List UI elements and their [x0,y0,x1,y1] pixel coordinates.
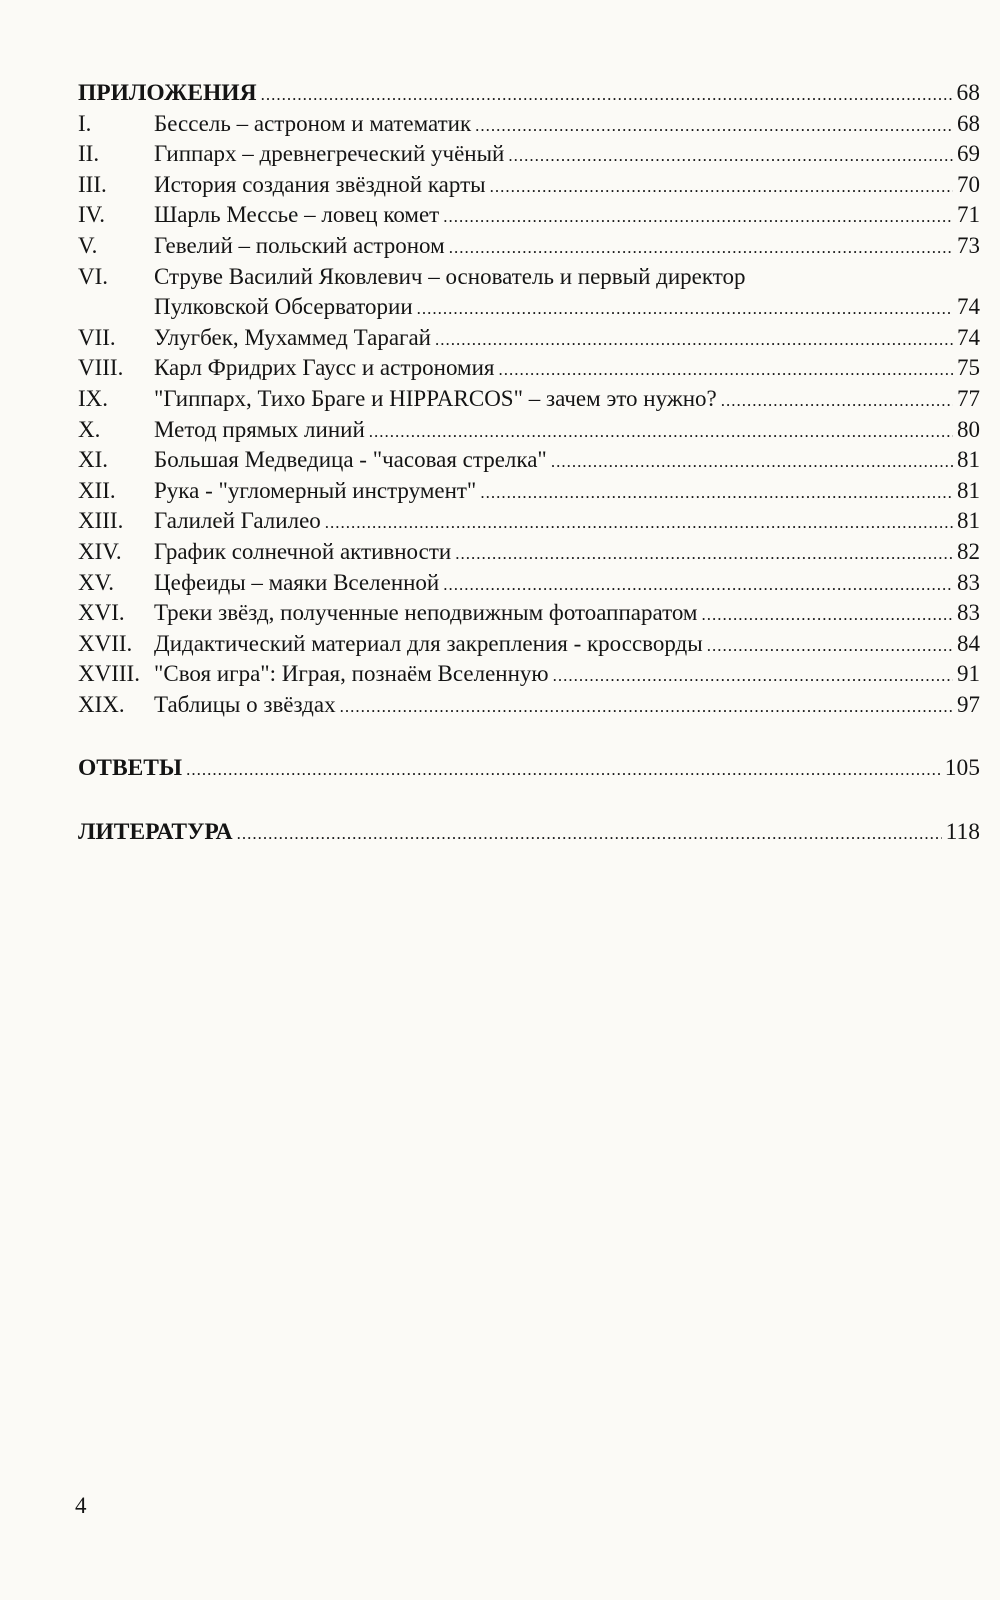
table-of-contents [78,78,980,848]
page-number: 74 [957,324,980,350]
section-title: ЛИТЕРАТУРА [78,819,233,846]
dot-leader [480,476,953,509]
item-number: III. [78,171,107,197]
toc-item [78,445,980,476]
page-number: 83 [957,600,980,626]
dot-leader [325,506,953,539]
page-number: 70 [957,171,980,197]
page-number: 71 [957,202,980,228]
toc-item [78,415,980,446]
page-number: 69 [957,141,980,167]
item-title: Метод прямых линий [154,416,365,442]
item-title: Гевелий – польский астроном [154,232,445,258]
spacer [78,784,980,817]
toc-item [78,537,980,568]
toc-item [78,598,980,629]
item-number: XIX. [78,691,125,717]
page-number: 81 [957,447,980,473]
toc-item [78,200,980,231]
page-number: 80 [957,416,980,442]
item-title: Бессель – астроном и математик [154,110,472,136]
item-number: VI. [78,263,109,289]
item-title: Треки звёзд, полученные неподвижным фотоаппаратом [154,600,698,626]
dot-leader [417,292,953,325]
page-number: 81 [957,477,980,503]
item-title: Цефеиды – маяки Вселенной [154,569,440,595]
item-number: XII. [78,477,116,503]
page-number: 97 [957,691,980,717]
page-number: 74 [957,294,980,320]
toc-item [78,476,980,507]
dot-leader [707,629,953,662]
page-number: 83 [957,569,980,595]
item-number: V. [78,232,98,258]
dot-leader [261,78,953,111]
item-title: Карл Фридрих Гаусс и астрономия [154,355,495,381]
dot-leader [455,537,953,570]
item-number: XV. [78,569,115,595]
item-title: Шарль Мессье – ловец комет [154,202,440,228]
dot-leader [498,353,953,386]
dot-leader [701,598,953,631]
item-title: История создания звёздной карты [154,171,486,197]
dot-leader [508,139,953,172]
item-title: "Гиппарх, Тихо Браге и HIPPARCOS" – зачем это нужно? [154,385,717,411]
item-number: IV. [78,202,106,228]
item-title: Таблицы о звёздах [154,691,336,717]
dot-leader [551,445,953,478]
toc-item [78,659,980,690]
item-title: Рука - "угломерный инструмент" [154,477,477,503]
item-title: График солнечной активности [154,538,452,564]
page-number: 73 [957,232,980,258]
item-title-line1: Струве Василий Яковлевич – основатель и первый директор [154,263,746,289]
page-number: 68 [957,110,980,136]
toc-item [78,262,980,293]
page-number: 91 [957,661,980,687]
dot-leader [369,415,953,448]
page-number: 118 [945,819,980,846]
toc-section-answers [78,753,980,784]
dot-leader [443,200,953,233]
item-number: XVII. [78,630,133,656]
item-number: XIV. [78,538,122,564]
toc-item [78,109,980,140]
toc-item [78,568,980,599]
dot-leader [553,659,953,692]
toc-item [78,506,980,537]
toc-item-continuation [78,292,980,323]
item-number: VIII. [78,355,124,381]
toc-item [78,323,980,354]
toc-item [78,384,980,415]
section-title: ПРИЛОЖЕНИЯ [78,80,257,106]
item-title: Дидактический материал для закрепления - кроссворды [154,630,703,656]
dot-leader [435,323,953,356]
dot-leader [475,109,953,142]
toc-item [78,629,980,660]
page-number: 81 [957,508,980,534]
toc-item [78,353,980,384]
item-number: X. [78,416,101,442]
spacer [78,720,980,753]
dot-leader [490,170,953,203]
toc-item [78,231,980,262]
item-title: "Своя игра": Играя, познаём Вселенную [154,661,549,687]
page-folio-number: 4 [75,1493,87,1518]
item-number: II. [78,141,100,167]
dot-leader [449,231,953,264]
item-number: XVIII. [78,661,140,687]
toc-item [78,139,980,170]
toc-item [78,690,980,721]
dot-leader [237,817,942,850]
page-number: 84 [957,630,980,656]
page-number: 77 [957,385,980,411]
page-number: 105 [944,755,980,782]
item-title: Гиппарх – древнегреческий учёный [154,141,505,167]
item-title: Большая Медведица - "часовая стрелка" [154,447,547,473]
page-number: 82 [957,538,980,564]
page-number: 75 [957,355,980,381]
item-number: XIII. [78,508,124,534]
dot-leader [186,753,941,786]
toc-item [78,170,980,201]
section-title: ОТВЕТЫ [78,755,183,782]
item-title: Галилей Галилео [154,508,321,534]
item-number: XVI. [78,600,125,626]
item-number: IX. [78,385,109,411]
item-number: XI. [78,447,109,473]
toc-section-appendix [78,78,980,109]
item-number: VII. [78,324,116,350]
toc-section-literature [78,817,980,848]
dot-leader [443,568,953,601]
item-title: Улугбек, Мухаммед Тарагай [154,324,431,350]
dot-leader [340,690,953,723]
item-title-line2: Пулковской Обсерватории [154,294,413,320]
dot-leader [721,384,953,417]
item-number: I. [78,110,92,136]
page-number: 68 [956,80,980,106]
